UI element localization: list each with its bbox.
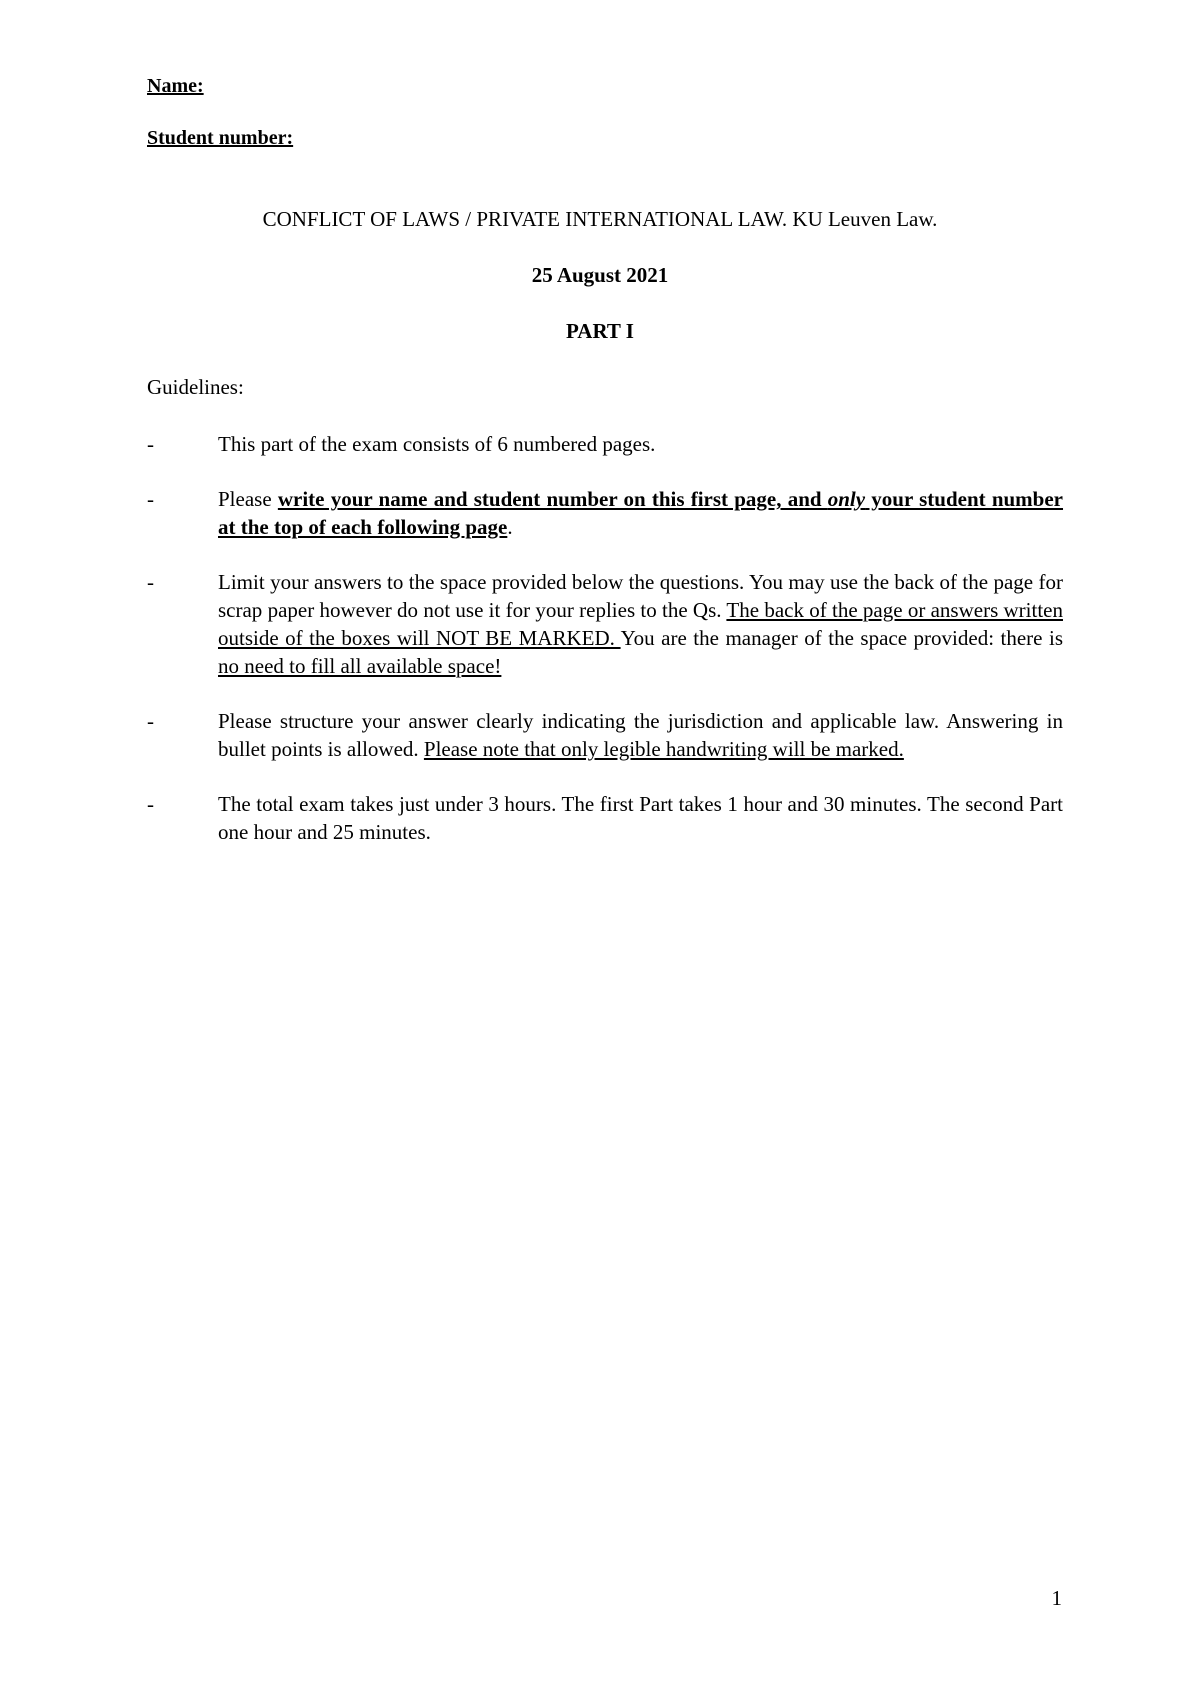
exam-date: 25 August 2021 [531,263,669,287]
guidelines-list [147,430,1063,873]
emphasis-run: write your name and student number on this first page, and [277,487,828,511]
text-run: Please [218,487,278,511]
underlined-run: Please note that only legible handwriting will be marked. [423,737,904,761]
guideline-text [218,707,1063,763]
guideline-item-pages [147,430,1063,458]
guideline-item-space [147,568,1063,680]
guideline-text: The total exam takes just under 3 hours. The first Part takes 1 hour and 30 minutes. The second Part one hour and 25 minutes. [218,792,1063,844]
underlined-run: no need to fill all available space! [218,654,502,678]
underlined-run: The back of the page or answers written outside of the boxes will NOT BE MARKED. [218,598,1063,650]
guideline-text [218,568,1063,680]
text-run: . [507,515,513,539]
text-run: You are the manager of the space provided: there is [620,626,1064,650]
student-number-label: Student number: [147,127,294,149]
page-number: 1 [1051,1586,1062,1610]
guideline-item-name [147,485,1063,541]
bullet-marker: - [147,487,154,511]
text-run: Please structure your answer clearly indicating the jurisdiction and applicable law. Answering in bullet points is allowed. [218,709,1063,761]
bullet-marker: - [147,709,154,733]
text-run: Limit your answers to the space provided below the questions. You may use the back of the page for scrap paper however do not use it for your replies to the Qs. [218,570,1063,622]
bullet-marker: - [147,432,154,456]
guidelines-heading: Guidelines: [147,375,244,399]
guideline-text: This part of the exam consists of 6 numbered pages. [218,432,656,456]
emphasis-run: your student number at the top of each following page [218,487,1064,539]
emphasis-run: only [827,487,866,511]
guideline-text [218,485,1063,541]
bullet-marker: - [147,792,154,816]
name-label: Name: [147,75,204,97]
course-title: CONFLICT OF LAWS / PRIVATE INTERNATIONAL LAW. KU Leuven Law. [262,207,938,231]
guideline-item-duration [147,790,1063,846]
part-heading: PART I [566,319,634,343]
guideline-item-structure [147,707,1063,763]
bullet-marker: - [147,570,154,594]
